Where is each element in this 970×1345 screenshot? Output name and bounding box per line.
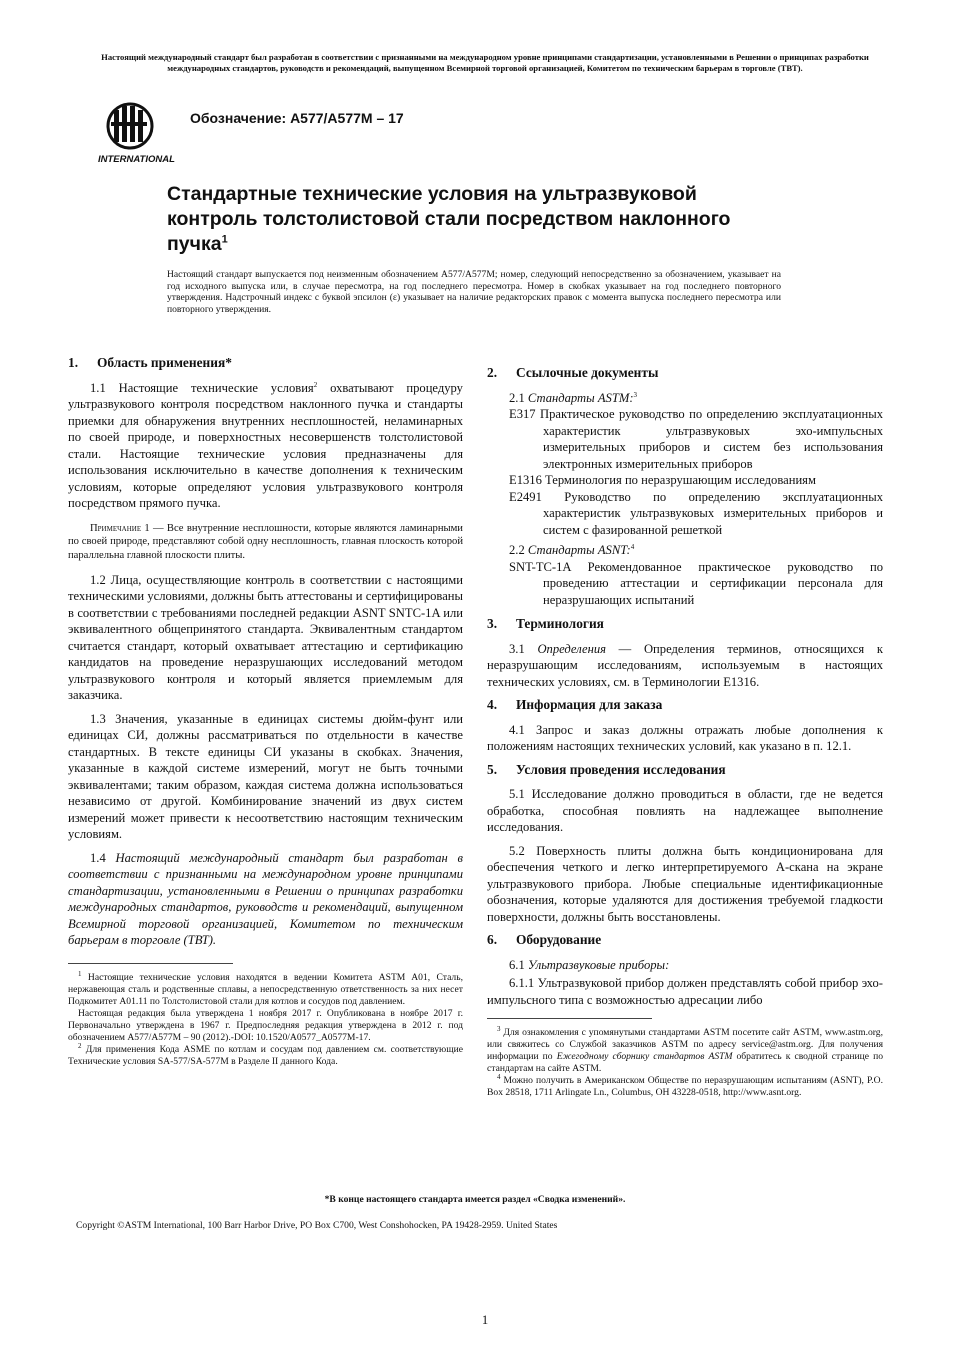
ref-snt-tc-1a: SNT-TC-1A Рекомендованное практическое руководство по проведению аттестации и сертификации персонала для неразрушающих испытаний bbox=[509, 559, 883, 607]
para-1-4: 1.4 Настоящий международный стандарт был разработан в соответствии с признанными на международном уровне принципами стандартизации, установленными в Решении о принципах разработки международных стандартов, руководств и рекомендаций, выпущенном Всемирной торговой организацией, Комитетом по техническим барьерам в торговле (ТВТ). bbox=[68, 850, 463, 948]
page-number: 1 bbox=[481, 1313, 489, 1327]
para-3-1: 3.1 Определения — Определения терминов, относящихся к неразрушающим исследованиям, используемым в настоящих технических условиях, см. в Терминологии E1316. bbox=[487, 641, 883, 689]
summary-of-changes-note: *В конце настоящего стандарта имеется раздел «Сводка изменений». bbox=[324, 1194, 626, 1205]
footnote-3: $^3$ Для ознакомления с упомянутыми стандартами ASTM посетите сайт ASTM, www.astm.org, или свяжитесь со Службой заказчиков ASTM по адресу service@astm.org. Для получения информации по Ежегодному сборнику стандартов ASTM обратитесь к сводной странице по стандартам на сайте ASTM. bbox=[487, 1024, 883, 1074]
ref-e1316: E1316 Терминология по неразрушающим исследованиям bbox=[509, 473, 816, 487]
logo-wordmark: INTERNATIONAL bbox=[98, 154, 175, 165]
section-5-heading: 5. Условия проведения исследования bbox=[487, 761, 726, 777]
footnote-divider-right bbox=[487, 1018, 652, 1019]
footnote-1-approval: Настоящая редакция была утверждена 1 ноября 2017 г. Опубликована в ноябре 2017 г. Первоначально утверждена в 1967 г. Предпоследняя редакция утверждена в 2012 г. под обозначением A577/A577M – 90 (2012).-DOI: 10.1520/A0577_A0577M-17. bbox=[68, 1007, 463, 1043]
astm-logo-icon bbox=[97, 100, 175, 166]
para-4-1: 4.1 Запрос и заказ должны отражать любые дополнения к положениям настоящих технических условий, как указано в п. 12.1. bbox=[487, 722, 883, 753]
para-5-2: 5.2 Поверхность плиты должна быть кондиционирована для обеспечения четкого и легко интерпретируемого A-скана на экране ультразвукового прибора. Любые специальные идентификационные обозначения, которые удаляются для достижения требуемой гладкости поверхности, должны быть восстановлены. bbox=[487, 843, 883, 924]
section-3-heading: 3. Терминология bbox=[487, 616, 604, 631]
title-footnote-ref: 1 bbox=[221, 233, 228, 246]
para-6-1-1: 6.1.1 Ультразвуковой прибор должен представлять собой прибор эхо-импульсного типа с возможностью адресации либо bbox=[487, 976, 883, 1007]
para-1-1: 1.1 Настоящие технические условия$^2$ охватывают процедуру ультразвукового контроля посредством наклонного пучка и стандарты приемки для обнаружения внутренних несплошностей, неламинарных по своей природе, и поверхностных несовершенств толстолистовой стали. Настоящие технические условия предназначены для использования исключительно в качестве дополнения к техническим условиям, которые определяют условия ультразвукового контроля посредством прямого пучка. bbox=[68, 380, 463, 510]
issuance-statement: Настоящий стандарт выпускается под неизменным обозначением A577/A577M; номер, следующий непосредственно за обозначением, указывает на год исходного выпуска или, в случае пересмотра, на год последнего пересмотра. Номер в скобках указывает на год последнего повторного утверждения. Надстрочный индекс с буквой эпсилон (ε) указывает на наличие редакторских правок с момента выпуска последнего пересмотра или повторного утверждения. bbox=[167, 269, 781, 315]
footnote-2: $^2$ Для применения Кода ASME по котлам и сосудам под давлением см. соответствующие Технические условия SA-577/SA-577M в Разделе II данного Кода. bbox=[68, 1041, 463, 1067]
section-1-heading: 1. Область применения* bbox=[68, 355, 232, 370]
right-column bbox=[487, 365, 883, 1099]
designation: Обозначение: A577/A577M – 17 bbox=[190, 110, 404, 126]
para-1-3: 1.3 Значения, указанные в единицах системы дюйм-фунт или единицах СИ, должны рассматриваться по отдельности в качестве стандартных. В тексте единицы СИ указаны в скобках. Значения, указанные в каждой системе измерений, могут не быть точными эквивалентами; таким образом, каждая система должна использоваться независимо от другой. Комбинирование значений из двух систем измерений может привести к несоответствию настоящим техническим условиям. bbox=[68, 711, 463, 842]
footnote-divider bbox=[68, 963, 233, 964]
para-6-1: 6.1 Ультразвуковые приборы: bbox=[509, 957, 670, 972]
wto-notice: Настоящий международный стандарт был разработан в соответствии с признанными на международном уровне принципами стандартизации, установленными в Решении о принципах разработки международных стандартов, руководств и рекомендаций, выпущенном Всемирной торговой организацией, Комитетом по техническим барьерам в торговле (ТВТ). bbox=[101, 52, 869, 73]
copyright: Copyright ©ASTM International, 100 Barr Harbor Drive, PO Box C700, West Conshohocken, PA 19428-2959. United States bbox=[76, 1220, 558, 1231]
note-1: Примечание 1 — Все внутренние несплошности, которые являются ламинарными по своей природе, представляют собой одну несплошность, главная плоскость которой параллельна главной плоскости плиты. bbox=[68, 522, 463, 561]
ref-e2491: E2491 Руководство по определению эксплуатационных характеристик ультразвуковых измерительных приборов и систем с фазированной решеткой bbox=[509, 489, 883, 537]
ref-e317: E317 Практическое руководство по определению эксплуатационных характеристик ультразвуковых эхо-импульсных измерительных приборов и систем без использования электронных измерительных приборов bbox=[509, 407, 883, 471]
astm-logo bbox=[97, 100, 175, 166]
footnote-4: $^4$ Можно получить в Американском Обществе по неразрушающим испытаниям (ASNT), P.O. Box 28518, 1711 Arlingate Ln., Columbus, OH 43228-0518, http://www.asnt.org. bbox=[487, 1072, 883, 1098]
footnote-1: $^1$ Настоящие технические условия находятся в ведении Комитета ASTM A01, Сталь, нержавеющая сталь и родственные сплавы, а непосредственную ответственность за них несет Подкомитет A01.11 по Толстолистовой стали для котлов и сосудов под давлением. bbox=[68, 969, 463, 1007]
subsection-2-1: 2.1 Стандарты ASTM:$^3$ bbox=[509, 390, 638, 405]
section-4-heading: 4. Информация для заказа bbox=[487, 697, 663, 712]
title-text: Стандартные технические условия на ультразвуковой контроль толстолистовой стали посредством наклонного пучка bbox=[167, 183, 731, 255]
left-column bbox=[68, 355, 463, 1068]
para-1-2: 1.2 Лица, осуществляющие контроль в соответствии с настоящими техническими условиями, должны быть аттестованы и сертифицированы в соответствии с требованиями последней редакции ASNT SNTC-1A или эквивалентного общепринятого стандарта. Эквивалентным стандартом считается стандарт, который охватывает аттестацию и сертификацию кандидатов на проведение неразрушающих исследований методом ультразвукового контроля и который является приемлемым для заказчика. bbox=[68, 572, 463, 703]
document-title bbox=[167, 182, 787, 257]
para-5-1: 5.1 Исследование должно проводиться в области, где не ведется обработка, способная повлиять на надлежащее выполнение исследования. bbox=[487, 787, 883, 834]
section-2-heading: 2. Ссылочные документы bbox=[487, 365, 659, 380]
section-6-heading: 6. Оборудование bbox=[487, 932, 602, 947]
subsection-2-2: 2.2 Стандарты ASNT:$^4$ bbox=[509, 542, 635, 557]
